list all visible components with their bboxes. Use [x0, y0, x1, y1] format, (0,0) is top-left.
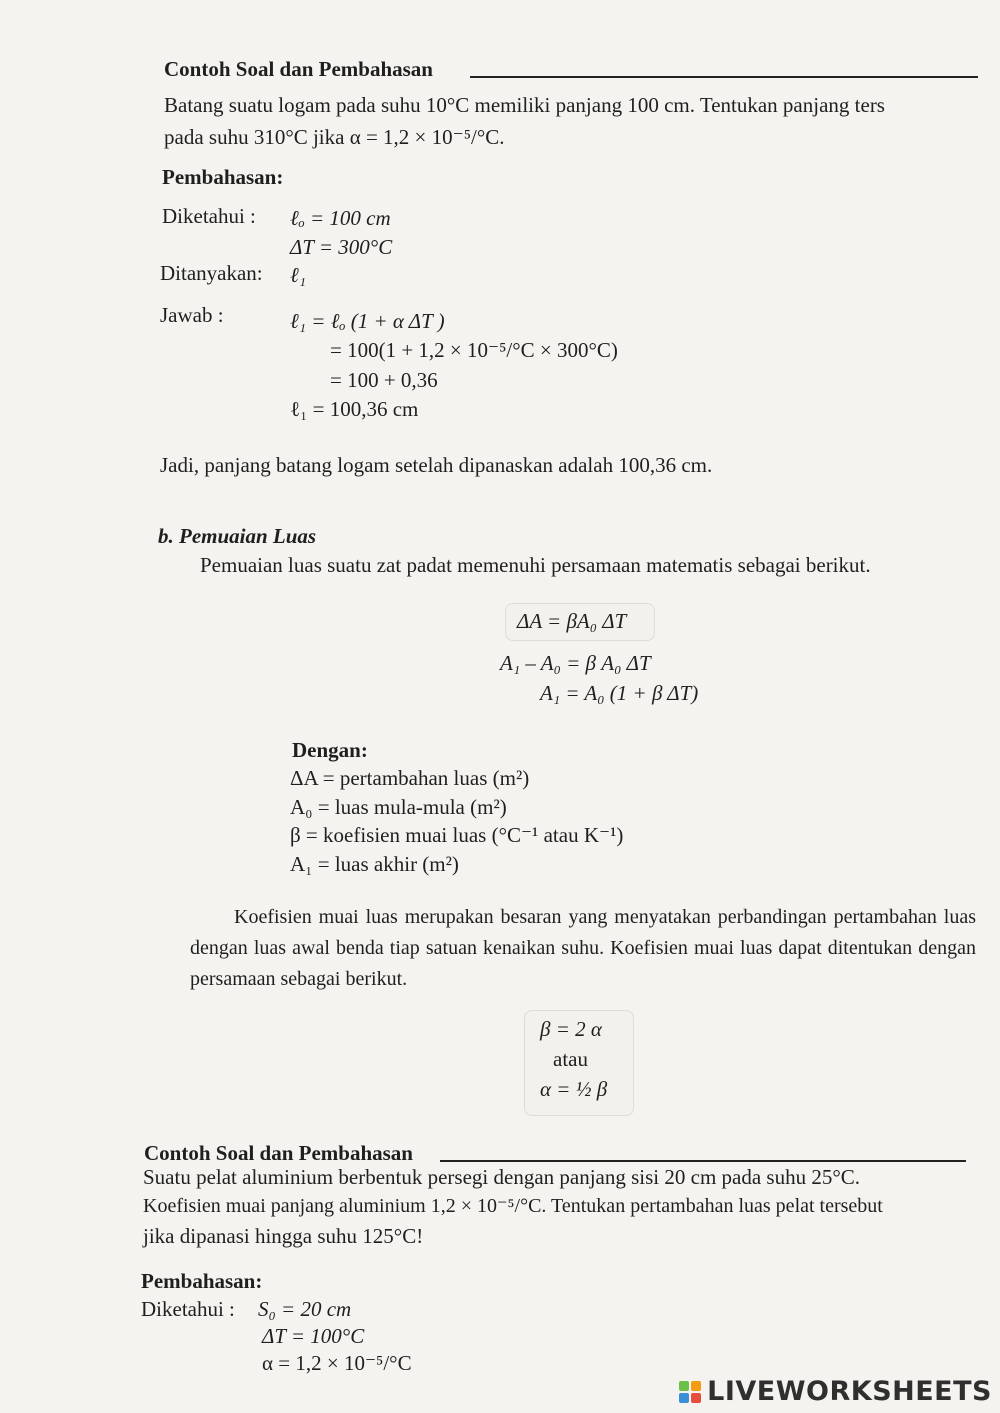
- jawab-label: Jawab :: [160, 303, 224, 327]
- relation-alpha: α = ½ β: [540, 1077, 608, 1101]
- heading-rule: [470, 76, 978, 78]
- asked-value: ℓ₁: [290, 263, 307, 287]
- liveworksheets-logo: [679, 1376, 992, 1407]
- example2-problem-line2: Koefisien muai panjang aluminium 1,2 × 10⁻⁵/°C. Tentukan pertambahan luas pelat tersebut: [143, 1195, 883, 1217]
- known-delta-t: ΔT = 300°C: [290, 235, 393, 259]
- definition-beta: β = koefisien muai luas (°C⁻¹ atau K⁻¹): [290, 823, 624, 847]
- solution-step2: = 100(1 + 1,2 × 10⁻⁵/°C × 300°C): [330, 338, 618, 362]
- solution-step4: ℓ₁ = 100,36 cm: [290, 397, 419, 421]
- definition-a1: A₁ = luas akhir (m²): [290, 852, 459, 876]
- solution-step3: = 100 + 0,36: [330, 368, 438, 392]
- example1-pembahasan: Pembahasan:: [162, 165, 284, 189]
- known-alpha: α = 1,2 × 10⁻⁵/°C: [262, 1351, 412, 1375]
- equation-area-expansion: ΔA = βA₀ ΔT: [517, 609, 627, 633]
- solution-step1: ℓ₁ = ℓₒ (1 + α ΔT ): [290, 309, 445, 333]
- known-length: ℓₒ = 100 cm: [290, 206, 391, 230]
- example2-problem-line3: jika dipanasi hingga suhu 125°C!: [143, 1224, 424, 1248]
- dengan-label: Dengan:: [292, 738, 368, 762]
- logo-icon: [679, 1381, 701, 1403]
- ditanyakan-label: Ditanyakan:: [160, 261, 263, 285]
- example1-problem-line2: pada suhu 310°C jika α = 1,2 × 10⁻⁵/°C.: [164, 125, 505, 149]
- example1-conclusion: Jadi, panjang batang logam setelah dipanaskan adalah 100,36 cm.: [160, 453, 713, 477]
- known-side-length: S₀ = 20 cm: [258, 1297, 352, 1321]
- section-b-title: b. Pemuaian Luas: [158, 524, 317, 548]
- definition-a0: A₀ = luas mula-mula (m²): [290, 795, 507, 819]
- example2-diketahui-label: Diketahui :: [141, 1297, 235, 1321]
- section-b-intro: Pemuaian luas suatu zat padat memenuhi persamaan matematis sebagai berikut.: [200, 553, 871, 577]
- example1-heading: Contoh Soal dan Pembahasan: [164, 57, 433, 81]
- logo-text: LIVEWORKSHEETS: [707, 1376, 992, 1407]
- example2-problem-line1: Suatu pelat aluminium berbentuk persegi dengan panjang sisi 20 cm pada suhu 25°C.: [143, 1165, 861, 1189]
- known-delta-t: ΔT = 100°C: [262, 1324, 365, 1348]
- relation-beta: β = 2 α: [540, 1017, 602, 1041]
- definition-delta-a: ΔA = pertambahan luas (m²): [290, 766, 530, 790]
- relation-or: atau: [553, 1047, 588, 1071]
- example1-problem-line1: Batang suatu logam pada suhu 10°C memiliki panjang 100 cm. Tentukan panjang ters: [164, 93, 885, 117]
- diketahui-label: Diketahui :: [162, 204, 256, 228]
- heading-rule: [440, 1160, 966, 1162]
- coefficient-paragraph: Koefisien muai luas merupakan besaran yang menyatakan perbandingan pertambahan luas dengan luas awal benda tiap satuan kenaikan suhu. Koefisien muai luas dapat ditentukan dengan persamaan sebagai berikut.: [190, 906, 976, 990]
- equation-final-area: A₁ = A₀ (1 + β ΔT): [540, 681, 699, 705]
- example2-pembahasan: Pembahasan:: [141, 1269, 263, 1293]
- example2-heading: Contoh Soal dan Pembahasan: [144, 1141, 413, 1165]
- equation-area-difference: A₁ – A₀ = β A₀ ΔT: [500, 651, 651, 675]
